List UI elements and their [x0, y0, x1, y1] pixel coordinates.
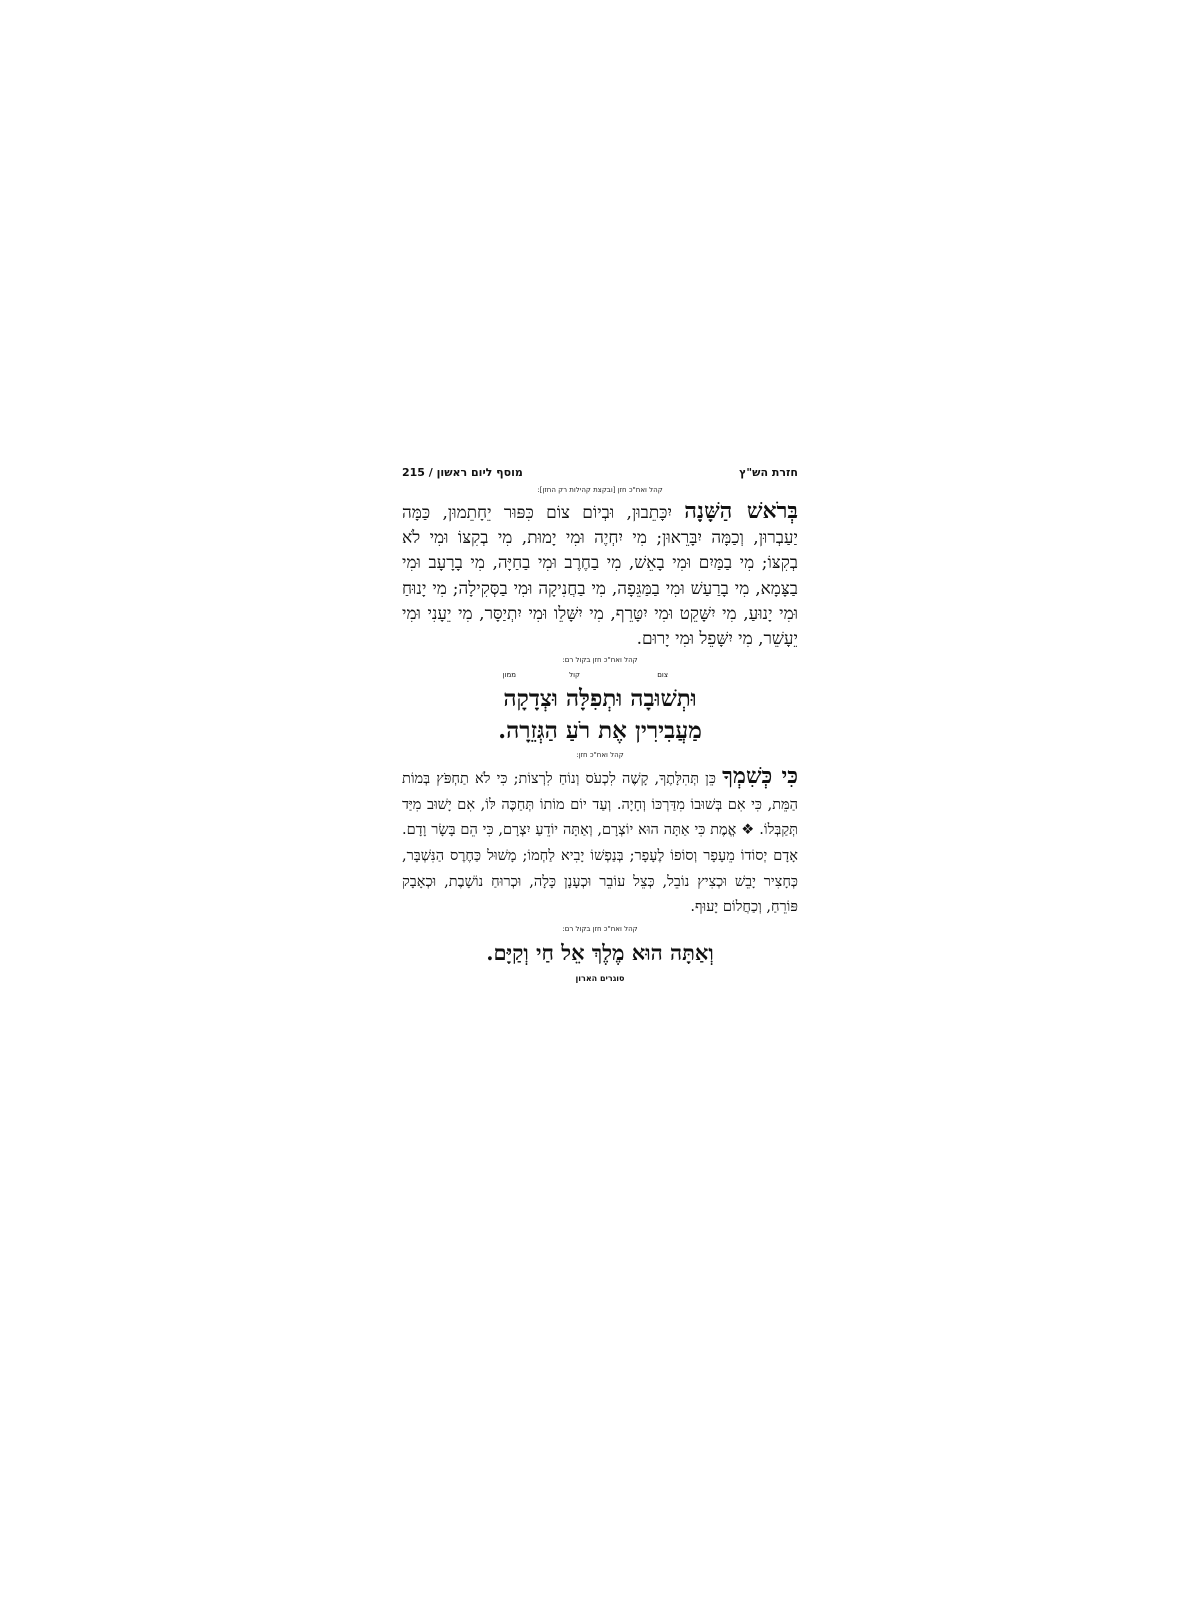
instruction-4: קהל ואח"כ חזן בקול רם: [562, 924, 638, 933]
prayer-page [402, 466, 798, 983]
key-line-1: וּתְשׁוּבָה וּתְפִלָּה וּצְדָקָה [503, 685, 697, 713]
instruction-2: קהל ואח"כ חזן בקול רם: [562, 656, 638, 665]
running-title [402, 466, 523, 479]
closing-line: וְאַתָּה הוּא מֶלֶךְ אֵל חַי וְקַיָּם. [486, 939, 714, 965]
page-header [402, 466, 798, 482]
instruction-1: קהל ואח"כ חזן [ובקצת קהילות רק החזן]: [537, 486, 663, 494]
label-mamon: ממון [502, 671, 516, 680]
paragraph-opening: בְּרֹאשׁ הַשָּׁנָה [684, 498, 799, 524]
page-number: 215 [402, 466, 425, 479]
service-title: מוסף ליום ראשון [436, 466, 523, 479]
gloss-labels [402, 669, 798, 683]
footer-instruction: סוגרים הארון [575, 973, 625, 983]
paragraph-opening: כִּי כְּשִׁמְךָ [722, 763, 798, 790]
instruction-3: קהל ואח"כ חזן: [576, 751, 624, 760]
label-tzom: צום [657, 671, 668, 680]
ki-keshimcha-paragraph [402, 764, 798, 921]
title-separator: / [424, 466, 437, 479]
paragraph-text: יִכָּתֵבוּן, וּבְיוֹם צוֹם כִּפּוּר יֵחָתֵמוּן, כַּמָּה יַעַבְרוּן, וְכַמָּה יִבָּרֵאוּן; מִי יִחְיֶה וּמִי יָמוּת, מִי בְקִצּוֹ וּמִי לֹא בְקִצּוֹ; מִי בַמַּיִם וּמִי בָאֵשׁ, מִי בַחֶרֶב וּמִי בַחַיָּה, מִי בָרָעָב וּמִי בַצָּמָא, מִי בָרַעַשׁ וּמִי בַמַּגֵּפָה, מִי בַחֲנִיקָה וּמִי בַסְּקִילָה; מִי יָנוּחַ וּמִי יָנוּעַ, מִי יִשָּׁקֵט וּמִי יִטָּרֵף, מִי יִשָּׁלֵו וּמִי יִתְיַסָּר, מִי יֵעָנִי וּמִי יֵעָשֵׁר, מִי יִשָּׁפֵל וּמִי יָרוּם. [402, 503, 798, 650]
label-kol: קול [569, 671, 580, 680]
unetaneh-tokef-paragraph [402, 499, 798, 652]
key-line-2: מַעֲבִירִין אֶת רֹעַ הַגְּזֵרָה. [498, 717, 702, 745]
section-title: חזרת הש"ץ [739, 466, 798, 479]
paragraph-text: כֵּן תְּהִלָּתֶךָ, קָשֶׁה לִכְעֹס וְנוֹחַ לִרְצוֹת; כִּי לֹא תַחְפֹּץ בְּמוֹת הַמֵּת, כִּי אִם בְּשׁוּבוֹ מִדַּרְכּוֹ וְחָיָה. וְעַד יוֹם מוֹתוֹ תְּחַכֶּה לּוֹ, אִם יָשׁוּב מִיַּד תְּקַבְּלוֹ. ❖ אֱמֶת כִּי אַתָּה הוּא יוֹצְרָם, וְאַתָּה יוֹדֵעַ יִצְרָם, כִּי הֵם בָּשָׂר וָדָם. אָדָם יְסוֹדוֹ מֵעָפָר וְסוֹפוֹ לֶעָפָר; בְּנַפְשׁוֹ יָבִיא לַחְמוֹ; מָשׁוּל כַּחֶרֶס הַנִּשְׁבָּר, כְּחָצִיר יָבֵשׁ וּכְצִיץ נוֹבֵל, כְּצֵל עוֹבֵר וּכְעָנָן כָּלָה, וּכְרוּחַ נוֹשָׁבֶת, וּכְאָבָק פּוֹרֵחַ, וְכַחֲלוֹם יָעוּף. [402, 771, 798, 916]
